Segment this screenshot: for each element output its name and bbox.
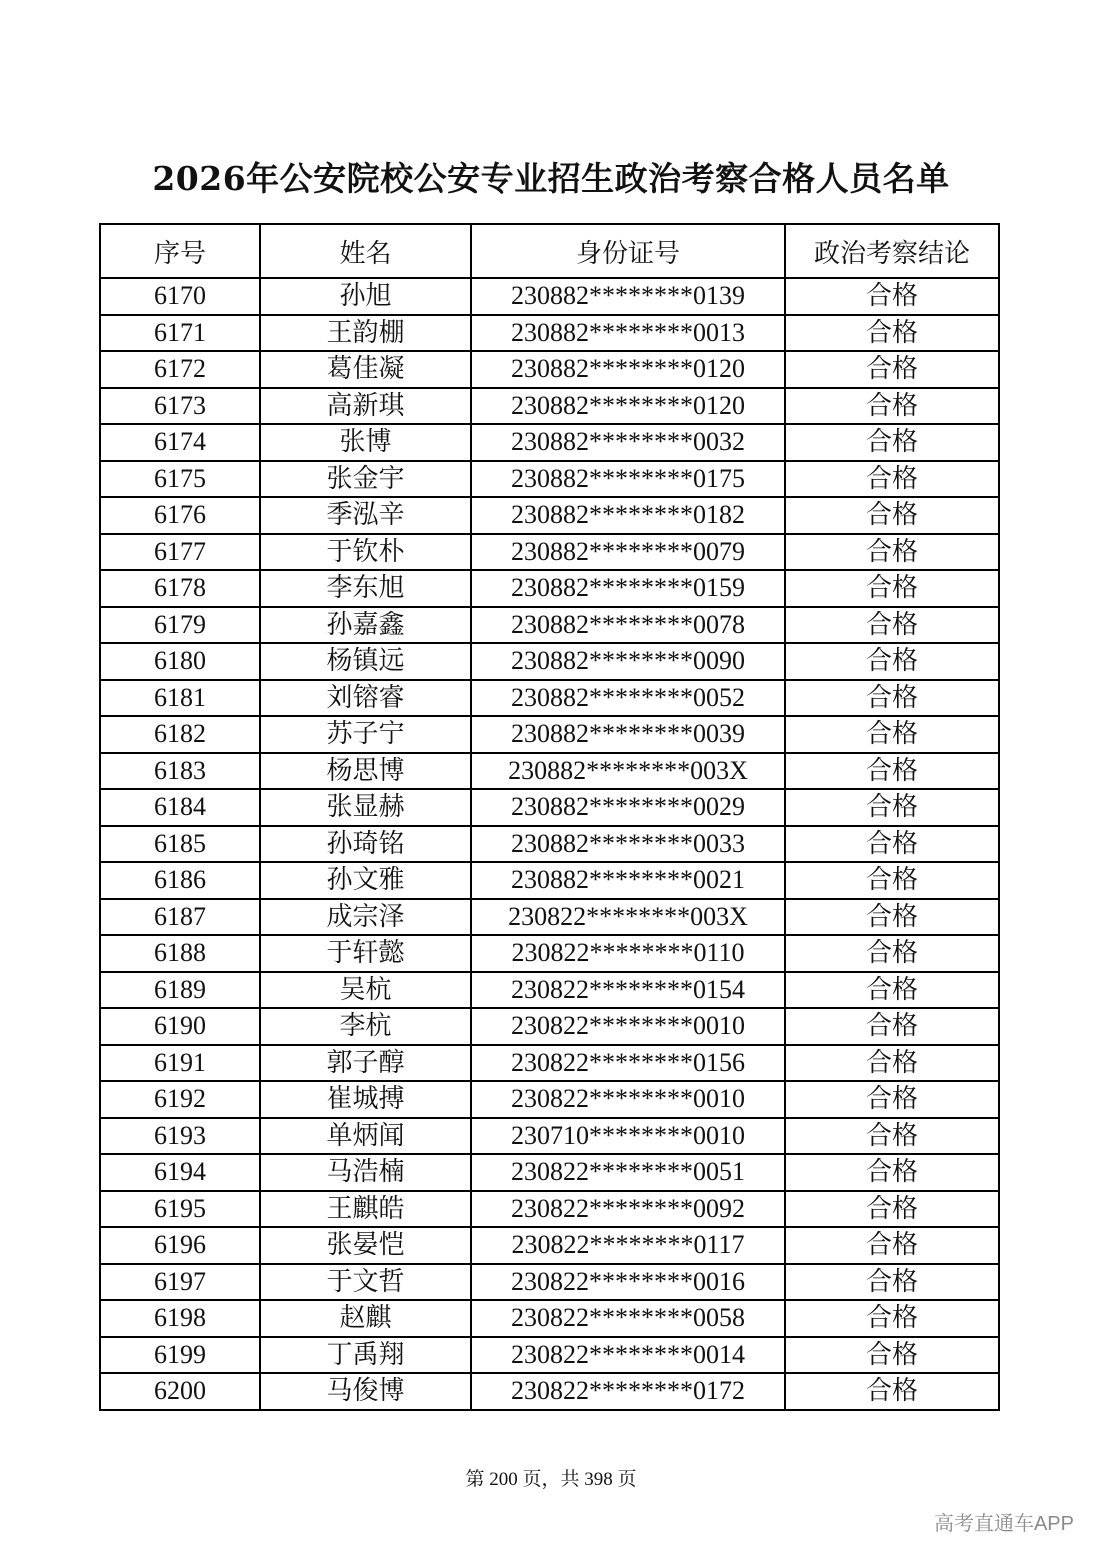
column-header-id-number: 身份证号 xyxy=(471,224,785,278)
cell-id-number: 230882********0021 xyxy=(471,862,785,899)
cell-conclusion: 合格 xyxy=(785,1008,999,1045)
cell-conclusion: 合格 xyxy=(785,497,999,534)
cell-id-number: 230882********0032 xyxy=(471,424,785,461)
cell-conclusion: 合格 xyxy=(785,899,999,936)
cell-index: 6170 xyxy=(100,278,260,315)
cell-name: 孙琦铭 xyxy=(260,826,471,863)
table-row xyxy=(100,1264,999,1301)
table-row xyxy=(100,716,999,753)
table-row xyxy=(100,826,999,863)
cell-index: 6194 xyxy=(100,1154,260,1191)
cell-conclusion: 合格 xyxy=(785,1300,999,1337)
cell-conclusion: 合格 xyxy=(785,862,999,899)
table-row xyxy=(100,1008,999,1045)
cell-id-number: 230882********0039 xyxy=(471,716,785,753)
column-header-name: 姓名 xyxy=(260,224,471,278)
cell-index: 6174 xyxy=(100,424,260,461)
column-header-index: 序号 xyxy=(100,224,260,278)
cell-index: 6180 xyxy=(100,643,260,680)
cell-id-number: 230882********0139 xyxy=(471,278,785,315)
table-row xyxy=(100,1081,999,1118)
table-row xyxy=(100,789,999,826)
cell-id-number: 230882********0078 xyxy=(471,607,785,644)
cell-name: 张显赫 xyxy=(260,789,471,826)
table-row xyxy=(100,534,999,571)
cell-index: 6172 xyxy=(100,351,260,388)
page-footer: 第 200 页，共 398 页 xyxy=(465,1469,637,1490)
cell-index: 6200 xyxy=(100,1373,260,1410)
cell-name: 葛佳凝 xyxy=(260,351,471,388)
table-body xyxy=(100,278,999,1410)
table-row xyxy=(100,1045,999,1082)
cell-name: 苏子宁 xyxy=(260,716,471,753)
cell-name: 王麒皓 xyxy=(260,1191,471,1228)
cell-conclusion: 合格 xyxy=(785,1373,999,1410)
cell-name: 杨镇远 xyxy=(260,643,471,680)
cell-id-number: 230822********0156 xyxy=(471,1045,785,1082)
cell-index: 6186 xyxy=(100,862,260,899)
cell-conclusion: 合格 xyxy=(785,972,999,1009)
cell-name: 崔城搏 xyxy=(260,1081,471,1118)
table-row xyxy=(100,1118,999,1155)
cell-name: 张金宇 xyxy=(260,461,471,498)
table-row xyxy=(100,1337,999,1374)
cell-name: 李杭 xyxy=(260,1008,471,1045)
cell-index: 6178 xyxy=(100,570,260,607)
cell-conclusion: 合格 xyxy=(785,789,999,826)
table-row xyxy=(100,1154,999,1191)
cell-index: 6184 xyxy=(100,789,260,826)
cell-conclusion: 合格 xyxy=(785,461,999,498)
cell-conclusion: 合格 xyxy=(785,826,999,863)
table-row xyxy=(100,388,999,425)
cell-name: 于轩懿 xyxy=(260,935,471,972)
cell-id-number: 230710********0010 xyxy=(471,1118,785,1155)
cell-name: 丁禹翔 xyxy=(260,1337,471,1374)
cell-id-number: 230882********0052 xyxy=(471,680,785,717)
cell-index: 6175 xyxy=(100,461,260,498)
cell-name: 马俊博 xyxy=(260,1373,471,1410)
cell-id-number: 230822********0154 xyxy=(471,972,785,1009)
table-row xyxy=(100,935,999,972)
cell-conclusion: 合格 xyxy=(785,1081,999,1118)
cell-index: 6187 xyxy=(100,899,260,936)
table-row xyxy=(100,1227,999,1264)
cell-id-number: 230882********003X xyxy=(471,753,785,790)
cell-conclusion: 合格 xyxy=(785,1264,999,1301)
cell-id-number: 230882********0120 xyxy=(471,351,785,388)
cell-index: 6179 xyxy=(100,607,260,644)
table-row xyxy=(100,1373,999,1410)
cell-index: 6199 xyxy=(100,1337,260,1374)
cell-conclusion: 合格 xyxy=(785,1045,999,1082)
table-row xyxy=(100,278,999,315)
cell-id-number: 230822********0051 xyxy=(471,1154,785,1191)
cell-name: 孙文雅 xyxy=(260,862,471,899)
cell-id-number: 230822********0172 xyxy=(471,1373,785,1410)
cell-id-number: 230882********0159 xyxy=(471,570,785,607)
cell-index: 6195 xyxy=(100,1191,260,1228)
cell-index: 6183 xyxy=(100,753,260,790)
cell-id-number: 230822********0110 xyxy=(471,935,785,972)
cell-conclusion: 合格 xyxy=(785,607,999,644)
cell-name: 郭子醇 xyxy=(260,1045,471,1082)
cell-conclusion: 合格 xyxy=(785,680,999,717)
cell-index: 6176 xyxy=(100,497,260,534)
table-row xyxy=(100,1191,999,1228)
cell-id-number: 230822********0117 xyxy=(471,1227,785,1264)
cell-id-number: 230882********0175 xyxy=(471,461,785,498)
cell-name: 张晏恺 xyxy=(260,1227,471,1264)
cell-conclusion: 合格 xyxy=(785,351,999,388)
table-row xyxy=(100,424,999,461)
cell-conclusion: 合格 xyxy=(785,1191,999,1228)
cell-name: 季泓辛 xyxy=(260,497,471,534)
cell-name: 刘镕睿 xyxy=(260,680,471,717)
cell-id-number: 230882********0182 xyxy=(471,497,785,534)
cell-name: 赵麒 xyxy=(260,1300,471,1337)
cell-conclusion: 合格 xyxy=(785,1154,999,1191)
cell-name: 于文哲 xyxy=(260,1264,471,1301)
cell-index: 6191 xyxy=(100,1045,260,1082)
table-row xyxy=(100,607,999,644)
table-row xyxy=(100,570,999,607)
table-row xyxy=(100,680,999,717)
cell-name: 高新琪 xyxy=(260,388,471,425)
cell-conclusion: 合格 xyxy=(785,570,999,607)
document-title: 2026年公安院校公安专业招生政治考察合格人员名单 xyxy=(152,159,950,198)
cell-conclusion: 合格 xyxy=(785,388,999,425)
table-row xyxy=(100,315,999,352)
cell-index: 6193 xyxy=(100,1118,260,1155)
cell-id-number: 230882********0090 xyxy=(471,643,785,680)
table-row xyxy=(100,753,999,790)
cell-id-number: 230822********0014 xyxy=(471,1337,785,1374)
cell-conclusion: 合格 xyxy=(785,315,999,352)
cell-conclusion: 合格 xyxy=(785,753,999,790)
cell-id-number: 230882********0029 xyxy=(471,789,785,826)
table-row xyxy=(100,643,999,680)
table-row xyxy=(100,899,999,936)
table-row xyxy=(100,862,999,899)
cell-name: 成宗泽 xyxy=(260,899,471,936)
cell-id-number: 230882********0033 xyxy=(471,826,785,863)
table-row xyxy=(100,1300,999,1337)
roster-table xyxy=(99,223,1000,1411)
cell-id-number: 230822********0058 xyxy=(471,1300,785,1337)
cell-index: 6197 xyxy=(100,1264,260,1301)
column-header-conclusion: 政治考察结论 xyxy=(785,224,999,278)
cell-id-number: 230822********003X xyxy=(471,899,785,936)
cell-index: 6190 xyxy=(100,1008,260,1045)
cell-name: 王韵棚 xyxy=(260,315,471,352)
cell-index: 6188 xyxy=(100,935,260,972)
cell-name: 孙嘉鑫 xyxy=(260,607,471,644)
cell-name: 杨思博 xyxy=(260,753,471,790)
cell-id-number: 230822********0092 xyxy=(471,1191,785,1228)
cell-index: 6173 xyxy=(100,388,260,425)
cell-id-number: 230882********0079 xyxy=(471,534,785,571)
watermark-text: 高考直通车APP xyxy=(933,1513,1074,1535)
cell-conclusion: 合格 xyxy=(785,278,999,315)
cell-index: 6189 xyxy=(100,972,260,1009)
cell-name: 马浩楠 xyxy=(260,1154,471,1191)
table-row xyxy=(100,461,999,498)
table-row xyxy=(100,351,999,388)
cell-name: 孙旭 xyxy=(260,278,471,315)
cell-id-number: 230882********0120 xyxy=(471,388,785,425)
cell-id-number: 230822********0010 xyxy=(471,1008,785,1045)
cell-conclusion: 合格 xyxy=(785,716,999,753)
cell-id-number: 230822********0010 xyxy=(471,1081,785,1118)
cell-index: 6177 xyxy=(100,534,260,571)
cell-index: 6182 xyxy=(100,716,260,753)
cell-index: 6181 xyxy=(100,680,260,717)
cell-conclusion: 合格 xyxy=(785,935,999,972)
cell-index: 6196 xyxy=(100,1227,260,1264)
cell-conclusion: 合格 xyxy=(785,424,999,461)
cell-conclusion: 合格 xyxy=(785,1118,999,1155)
table-row xyxy=(100,497,999,534)
cell-index: 6192 xyxy=(100,1081,260,1118)
cell-index: 6185 xyxy=(100,826,260,863)
cell-name: 李东旭 xyxy=(260,570,471,607)
cell-index: 6171 xyxy=(100,315,260,352)
cell-conclusion: 合格 xyxy=(785,534,999,571)
cell-index: 6198 xyxy=(100,1300,260,1337)
cell-name: 吴杭 xyxy=(260,972,471,1009)
cell-name: 张博 xyxy=(260,424,471,461)
cell-conclusion: 合格 xyxy=(785,1337,999,1374)
cell-name: 单炳闻 xyxy=(260,1118,471,1155)
table-row xyxy=(100,972,999,1009)
cell-id-number: 230882********0013 xyxy=(471,315,785,352)
cell-conclusion: 合格 xyxy=(785,1227,999,1264)
table-header-row xyxy=(100,224,999,278)
cell-name: 于钦朴 xyxy=(260,534,471,571)
cell-id-number: 230822********0016 xyxy=(471,1264,785,1301)
cell-conclusion: 合格 xyxy=(785,643,999,680)
